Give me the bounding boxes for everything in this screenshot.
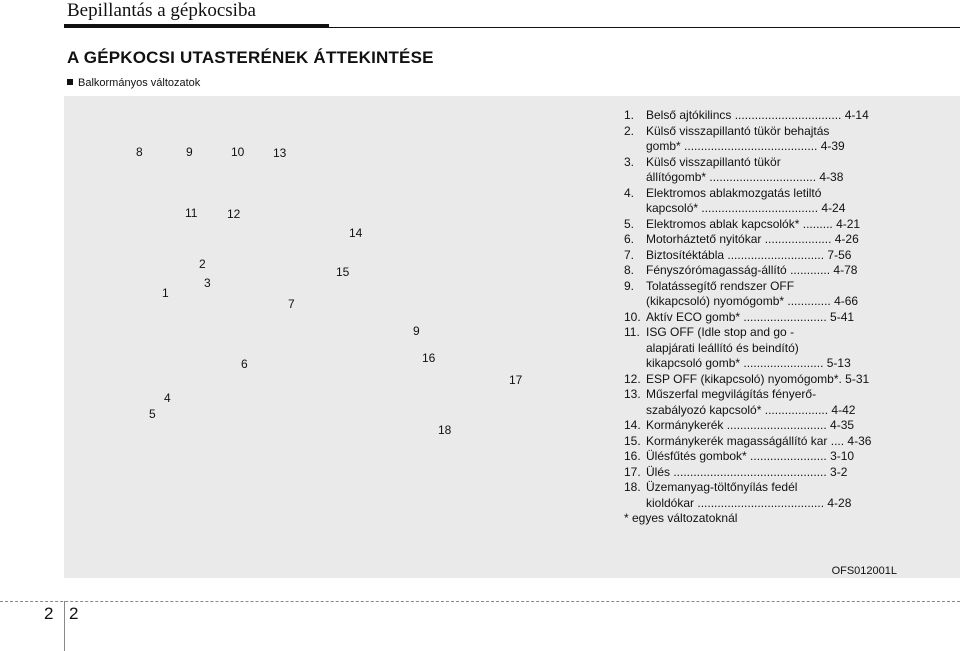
legend-text: Motorháztető nyitókar .................... 4-26	[646, 232, 859, 246]
legend-item	[624, 465, 896, 481]
legend-number: 2.	[624, 123, 635, 138]
legend-text: Külső visszapillantó tükör	[646, 154, 781, 169]
legend-footnote: * egyes változatoknál	[624, 511, 738, 525]
legend-item	[624, 186, 896, 217]
legend-text: kapcsoló* ................................... 4-24	[646, 201, 846, 215]
legend-text: Ülés .............................................. 3-2	[646, 464, 848, 479]
legend-item	[624, 325, 896, 372]
component-legend	[624, 108, 896, 527]
legend-text: Aktív ECO gomb* ......................... 5-41	[646, 309, 855, 324]
legend-item	[624, 480, 896, 511]
legend-item	[624, 232, 896, 248]
legend-text: Belső ajtókilincs ................................ 4-14	[646, 108, 869, 122]
legend-number: 11.	[624, 325, 640, 339]
callout-9: 9	[186, 145, 193, 159]
legend-number: 16.	[624, 449, 641, 463]
callout-15: 15	[336, 265, 350, 279]
legend-number: 15.	[624, 433, 641, 448]
legend-text: Kormánykerék .............................. 4-35	[646, 418, 855, 432]
legend-item	[624, 263, 896, 279]
legend-item	[624, 372, 896, 388]
legend-number: 8.	[624, 263, 635, 277]
legend-item	[624, 155, 896, 186]
legend-number: 10.	[624, 309, 641, 324]
callout-5: 5	[149, 407, 156, 421]
subtitle-text: Balkormányos változatok	[78, 77, 201, 89]
legend-text: ISG OFF (Idle stop and go -	[646, 325, 795, 339]
legend-text: szabályozó kapcsoló* ................... 4-42	[646, 402, 856, 417]
legend-number: 13.	[624, 387, 641, 401]
callout-3: 3	[204, 276, 211, 290]
page-number: 2	[69, 604, 79, 623]
callout-12: 12	[227, 207, 241, 221]
legend-number: 17.	[624, 464, 641, 479]
square-bullet-icon	[67, 79, 73, 85]
legend-number: 7.	[624, 247, 635, 262]
section-subtitle	[67, 77, 200, 89]
legend-item	[624, 279, 896, 310]
footer-rule	[0, 601, 960, 602]
legend-item	[624, 418, 896, 434]
callout-9-lower: 9	[413, 324, 420, 338]
legend-text: Elektromos ablakmozgatás letiltó	[646, 185, 822, 200]
legend-item	[624, 387, 896, 418]
running-header: Bepillantás a gépkocsiba	[67, 0, 256, 21]
legend-number: 14.	[624, 418, 641, 432]
legend-text: kikapcsoló gomb* ........................ 5-13	[646, 356, 851, 370]
section-title: A GÉPKOCSI UTASTERÉNEK ÁTTEKINTÉSE	[67, 48, 434, 67]
legend-text: ESP OFF (kikapcsoló) nyomógomb*. 5-31	[646, 371, 870, 386]
legend-item	[624, 449, 896, 465]
legend-item	[624, 217, 896, 233]
callout-16: 16	[422, 351, 436, 365]
callout-4: 4	[164, 391, 171, 405]
legend-number: 4.	[624, 185, 635, 200]
legend-number: 3.	[624, 154, 635, 169]
legend-text: Külső visszapillantó tükör behajtás	[646, 123, 830, 138]
callout-7: 7	[288, 297, 295, 311]
legend-text: alapjárati leállító és beindító)	[646, 340, 799, 355]
legend-text: (kikapcsoló) nyomógomb* ............. 4-66	[646, 294, 859, 308]
legend-item	[624, 248, 896, 264]
legend-item	[624, 434, 896, 450]
legend-number: 18.	[624, 480, 641, 494]
legend-text: Műszerfal megvilágítás fényerő-	[646, 387, 817, 401]
legend-text: Tolatássegítő rendszer OFF	[646, 278, 795, 293]
legend-text: Fényszórómagasság-állító ............ 4-78	[646, 263, 858, 277]
callout-13: 13	[273, 146, 287, 160]
callout-6: 6	[241, 357, 248, 371]
callout-1: 1	[162, 286, 169, 300]
legend-text: kioldókar ...................................... 4-28	[646, 495, 852, 510]
legend-text: állítógomb* ................................ 4-38	[646, 170, 844, 184]
legend-number: 6.	[624, 232, 635, 246]
callout-14: 14	[349, 226, 363, 240]
legend-text: Kormánykerék magasságállító kar .... 4-36	[646, 433, 872, 448]
legend-text: Elektromos ablak kapcsolók* ......... 4-21	[646, 216, 861, 231]
legend-number: 9.	[624, 278, 635, 293]
legend-text: Biztosítéktábla ............................. 7-56	[646, 247, 852, 262]
legend-item	[624, 124, 896, 155]
legend-number: 5.	[624, 216, 635, 231]
legend-item	[624, 108, 896, 124]
legend-text: Ülésfűtés gombok* ....................... 3-10	[646, 449, 855, 463]
chapter-number: 2	[44, 604, 54, 623]
callout-18: 18	[438, 423, 452, 437]
callout-10: 10	[231, 145, 245, 159]
legend-item	[624, 310, 896, 326]
callout-17: 17	[509, 373, 523, 387]
legend-number: 12.	[624, 371, 641, 386]
figure-code: OFS012001L	[831, 565, 897, 577]
legend-text: Üzemanyag-töltőnyílás fedél	[646, 480, 798, 494]
footer-divider	[64, 601, 65, 651]
legend-text: gomb* ........................................ 4-39	[646, 139, 845, 153]
header-rule-thin	[64, 27, 960, 28]
callout-8: 8	[136, 145, 143, 159]
callout-2: 2	[199, 257, 206, 271]
legend-number: 1.	[624, 108, 635, 122]
callout-11: 11	[185, 206, 198, 220]
